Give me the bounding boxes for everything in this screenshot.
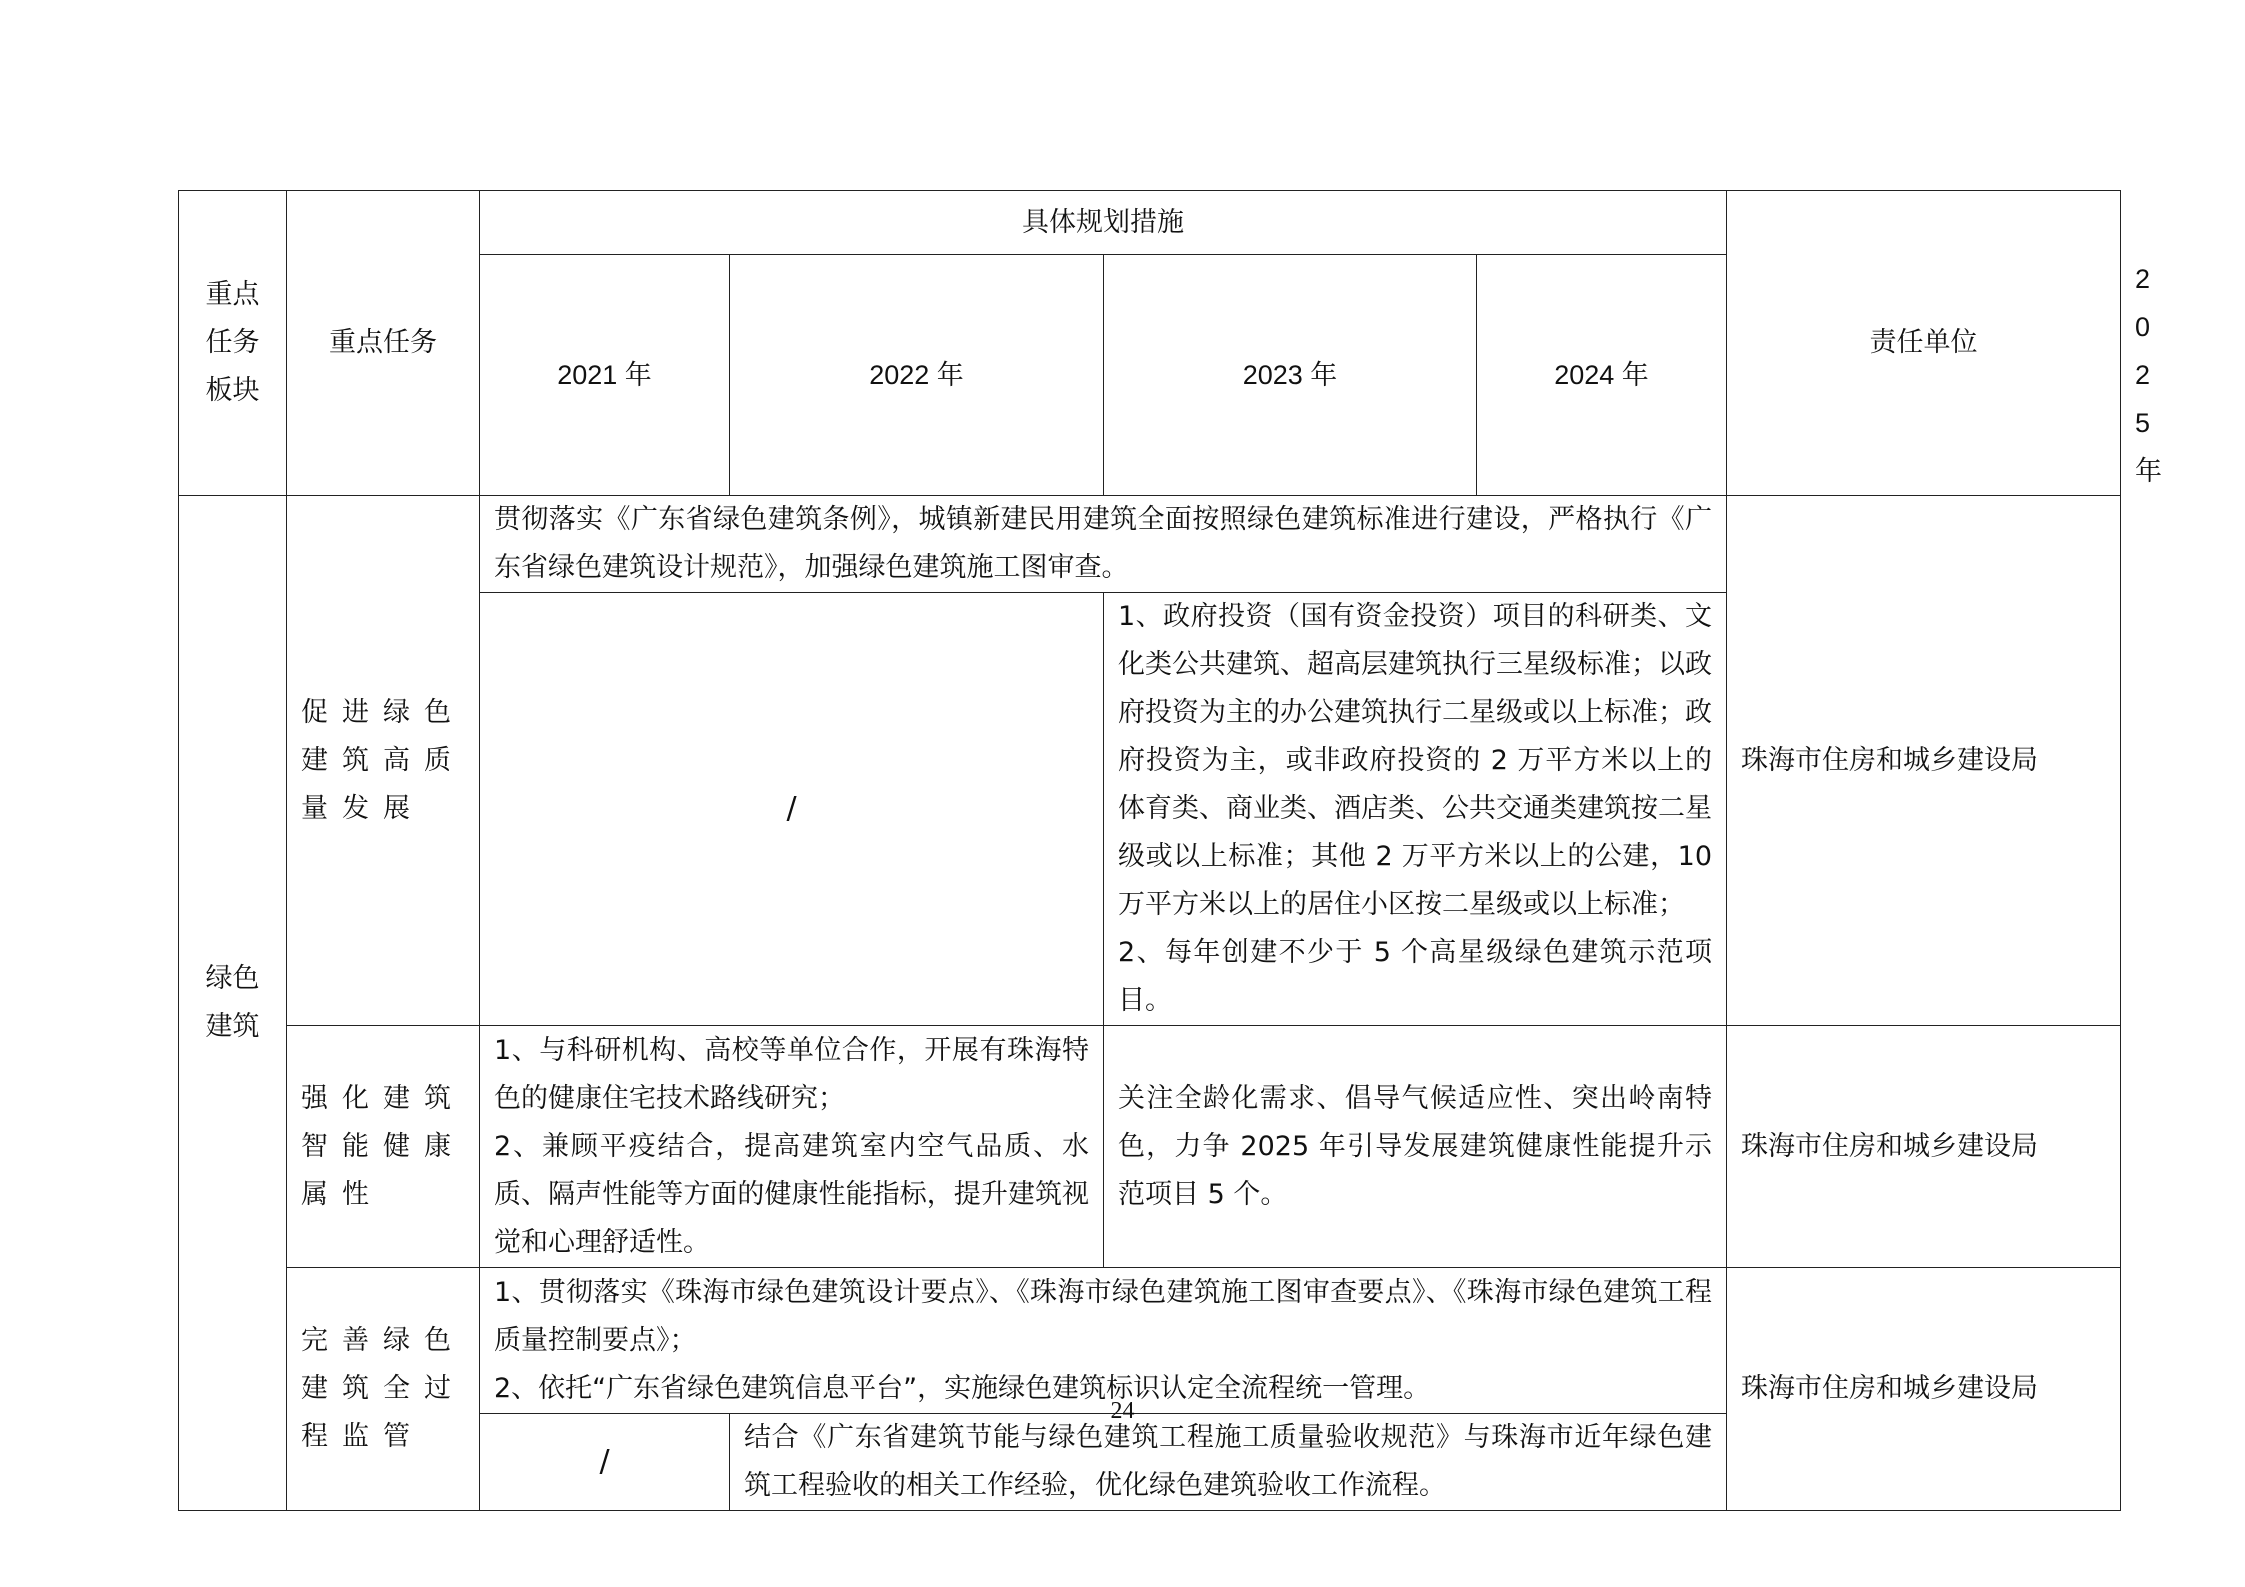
header-measures-label: 具体规划措施 [480, 191, 1727, 255]
header-task-label: 重点任务 [287, 191, 480, 496]
header-block-label: 重点 任务 板块 [179, 191, 287, 496]
measure-later-years: 结合《广东省建筑节能与绿色建筑工程施工质量验收规范》与珠海市近年绿色建筑工程验收的相关工作经验，优化绿色建筑验收工作流程。 [730, 1414, 1727, 1511]
measure-placeholder: / [480, 1414, 730, 1511]
header-year-2024: 2024 年 [1477, 255, 1727, 496]
planning-measures-table: 重点 任务 板块 重点任务 具体规划措施 责任单位 2021 年 2022 年 2023 年 2024 年 2025 年 绿色 建筑 促进绿色建筑高质量发展 贯彻落实《广东省绿色建筑条例》，城镇新建民用建筑全面按照绿色建筑标准进行建设，严格执行《广东省绿色建筑设计规范》，加强绿色建筑施工图审查。 珠海市住房和城乡建设局 / 1、政府投资（国有资金投资）项目的科研类、文化类公共建筑、超高层建筑执行三星级标准；以政府投资为主的办公建筑执行二星级或以上标准；政府投资为主，或非政府投资的 2 万平方米以上的体育类、商业类、酒店类、公共交通类建筑按二星级或以上标准；其他 2 万平方米以上的公建，10 万平方米以上的居住小区按二星级或以上标准； 2、每年创建不少于 5 个高星级绿色建筑示范项目。 强化建筑智能健康属性 1、与科研机构、高校等单位合作，开展有珠海特色的健康住宅技术路线研究； 2、兼顾平疫结合，提高建筑室内空气品质、水质、隔声性能等方面的健康性能指标，提升建筑视觉和心理舒适性。 关注全龄化需求、倡导气候适应性、突出岭南特色，力争 2025 年引导发展建筑健康性能提升示范项目 5 个。 珠海市住房和城乡建设局 完善绿色建筑全过程监管 1、贯彻落实《珠海市绿色建筑设计要点》、《珠海市绿色建筑施工图审查要点》、《珠海市绿色建筑工程质量控制要点》； 2、依托“广东省绿色建筑信息平台”，实施绿色建筑标识认定全流程统一管理。 珠海市住房和城乡建设局 / 结合《广东省建筑节能与绿色建筑工程施工质量验收规范》与珠海市近年绿色建筑工程验收的相关工作经验，优化绿色建筑验收工作流程。 [178, 190, 2121, 1511]
header-responsible-label: 责任单位 [1727, 191, 2121, 496]
measure-early-years: 1、与科研机构、高校等单位合作，开展有珠海特色的健康住宅技术路线研究； 2、兼顾平疫结合，提高建筑室内空气品质、水质、隔声性能等方面的健康性能指标，提升建筑视觉和心理舒适性。 [480, 1026, 1104, 1268]
responsible-unit: 珠海市住房和城乡建设局 [1727, 1268, 2121, 1511]
measure-all-years: 贯彻落实《广东省绿色建筑条例》，城镇新建民用建筑全面按照绿色建筑标准进行建设，严格执行《广东省绿色建筑设计规范》，加强绿色建筑施工图审查。 [480, 496, 1727, 593]
measure-later-years: 关注全龄化需求、倡导气候适应性、突出岭南特色，力争 2025 年引导发展建筑健康性能提升示范项目 5 个。 [1104, 1026, 1727, 1268]
block-green-building: 绿色 建筑 [179, 496, 287, 1511]
page-number: 24 [1110, 1398, 1135, 1424]
task-name: 促进绿色建筑高质量发展 [287, 496, 480, 1026]
responsible-unit: 珠海市住房和城乡建设局 [1727, 1026, 2121, 1268]
responsible-unit: 珠海市住房和城乡建设局 [1727, 496, 2121, 1026]
task-name: 完善绿色建筑全过程监管 [287, 1268, 480, 1511]
measure-all-years: 1、贯彻落实《珠海市绿色建筑设计要点》、《珠海市绿色建筑施工图审查要点》、《珠海市绿色建筑工程质量控制要点》； 2、依托“广东省绿色建筑信息平台”，实施绿色建筑标识认定全流程统一管理。 [480, 1268, 1727, 1414]
task-name: 强化建筑智能健康属性 [287, 1026, 480, 1268]
header-year-2023: 2023 年 [1104, 255, 1477, 496]
measure-later-years: 1、政府投资（国有资金投资）项目的科研类、文化类公共建筑、超高层建筑执行三星级标准；以政府投资为主的办公建筑执行二星级或以上标准；政府投资为主，或非政府投资的 2 万平方米以上的体育类、商业类、酒店类、公共交通类建筑按二星级或以上标准；其他 2 万平方米以上的公建，10 万平方米以上的居住小区按二星级或以上标准； 2、每年创建不少于 5 个高星级绿色建筑示范项目。 [1104, 593, 1727, 1026]
header-year-2022: 2022 年 [730, 255, 1104, 496]
header-year-2021: 2021 年 [480, 255, 730, 496]
measure-placeholder: / [480, 593, 1104, 1026]
